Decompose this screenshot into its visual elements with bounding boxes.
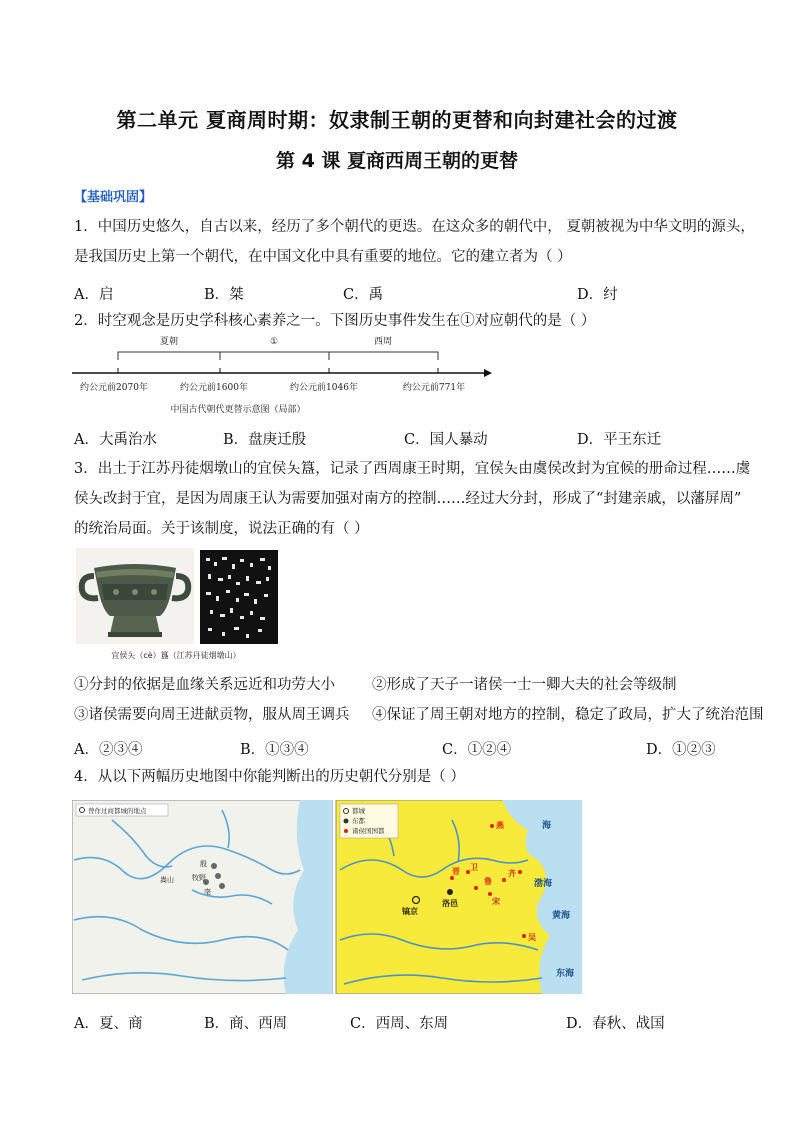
map2-label-haojing: 镐京 <box>402 907 418 916</box>
map2-label-donghai: 东海 <box>556 969 575 979</box>
q4-option-b[interactable]: B．商、西周 <box>204 1016 288 1032</box>
section-heading: 【基础巩固】 <box>74 190 153 205</box>
q3-statement-3: ③诸侯需要向周王进献贡物，服从周王调兵 <box>74 707 350 723</box>
map2-label-lu: 鲁 <box>484 877 492 886</box>
q3-text-line2: 侯夨改封于宜，是因为周康王认为需要加强对南方的控制……经过大分封，形成了“封建亲戚，以藩屏周” <box>74 491 742 507</box>
q1-text-line2: 是我国历史上第一个朝代，在中国文化中具有重要的地位。它的建立者为（ ） <box>74 249 572 265</box>
map2-label-luoyi: 洛邑 <box>442 899 458 908</box>
q3-option-d[interactable]: D．①②③ <box>646 742 716 758</box>
map2-label-wu: 吴 <box>528 933 536 942</box>
q1-option-b[interactable]: B．桀 <box>204 287 244 303</box>
q4-option-d[interactable]: D．春秋、战国 <box>566 1016 665 1032</box>
map-shang-capitals <box>72 800 332 994</box>
q3-text-line1: 3．出土于江苏丹徒烟墩山的宜侯夨簋，记录了西周康王时期，宜侯夨由虞侯改封为宜候的册命过程……虞 <box>74 461 751 477</box>
q3-statement-2: ②形成了天子一诸侯一士一卿大夫的社会等级制 <box>372 677 677 693</box>
timeline-date-2: 约公元前1600年 <box>180 383 248 393</box>
q3-statement-1: ①分封的依据是血缘关系远近和功劳大小 <box>74 677 335 693</box>
q2-option-b[interactable]: B．盘庚迁殷 <box>223 432 307 448</box>
q1-option-a[interactable]: A．启 <box>74 287 114 303</box>
map2-label-hai: 海 <box>542 821 552 831</box>
q3-option-c[interactable]: C．①②④ <box>442 742 512 758</box>
timeline-date-4: 约公元前771年 <box>402 383 466 393</box>
q4-text-line1: 4．从以下两幅历史地图中你能判断出的历史朝代分别是（ ） <box>74 769 465 785</box>
map2-label-yan: 燕 <box>496 821 504 830</box>
q1-option-c[interactable]: C．禹 <box>343 287 384 303</box>
timeline-segment-1: ① <box>269 337 279 347</box>
map2-label-qi: 齐 <box>508 869 516 878</box>
map1-label-bo: 亳 <box>204 888 211 896</box>
q2-option-c[interactable]: C．国人暴动 <box>404 432 488 448</box>
map2-label-huanghai: 黄海 <box>552 911 571 921</box>
bronze-gui-image <box>76 548 280 664</box>
q1-option-d[interactable]: D．纣 <box>577 287 618 303</box>
q4-option-c[interactable]: C．西周、东周 <box>350 1016 449 1032</box>
map2-legend-capital: 都城 <box>352 807 365 815</box>
q2-text-line1: 2．时空观念是历史学科核心素养之一。下图历史事件发生在①对应朝代的是（ ） <box>74 313 596 329</box>
map2-label-wei: 卫 <box>470 863 478 872</box>
dynasty-timeline-figure <box>68 330 498 420</box>
map1-label-yin: 殷 <box>200 860 207 868</box>
map1-label-songshan: 嵩山 <box>160 876 174 884</box>
bronze-caption: 宜侯夨（cè）簋（江苏丹徒烟墩山） <box>111 651 241 660</box>
q3-statement-4: ④保证了周王朝对地方的控制，稳定了政局，扩大了统治范围 <box>372 707 764 723</box>
map2-label-song: 宋 <box>492 897 500 906</box>
timeline-date-1: 约公元前2070年 <box>80 383 148 393</box>
map2-label-bohai: 渤海 <box>534 879 553 889</box>
q1-text-line1: 1．中国历史悠久，自古以来，经历了多个朝代的更迭。在这众多的朝代中， 夏朝被视为中华文明的源头， <box>74 219 755 235</box>
q3-option-a[interactable]: A．②③④ <box>74 742 143 758</box>
map2-legend-east-capital: 东都 <box>352 817 365 825</box>
q2-option-a[interactable]: A．大禹治水 <box>74 432 157 448</box>
map2-label-jin: 晋 <box>452 867 460 876</box>
timeline-segment-xizhou: 西周 <box>373 337 393 347</box>
map-zhou-vassals <box>336 800 582 994</box>
map1-legend: 曾作过商都城的地点 <box>88 807 147 815</box>
map1-label-muye: 牧野 <box>192 874 206 882</box>
timeline-date-3: 约公元前1046年 <box>290 383 358 393</box>
historical-maps-figure <box>72 800 582 994</box>
q3-text-line3: 的统治局面。关于该制度，说法正确的有（ ） <box>74 521 369 537</box>
timeline-segment-xia: 夏朝 <box>159 337 179 347</box>
q2-option-d[interactable]: D．平王东迁 <box>577 432 662 448</box>
lesson-title: 第 4 课 夏商西周王朝的更替 <box>275 150 519 172</box>
q4-option-a[interactable]: A．夏、商 <box>74 1016 143 1032</box>
q3-option-b[interactable]: B．①③④ <box>240 742 309 758</box>
unit-title: 第二单元 夏商周时期：奴隶制王朝的更替和向封建社会的过渡 <box>116 108 678 132</box>
map2-legend-vassal: 诸侯国国都 <box>352 827 385 835</box>
timeline-caption: 中国古代朝代更替示意图（局部） <box>170 405 306 415</box>
